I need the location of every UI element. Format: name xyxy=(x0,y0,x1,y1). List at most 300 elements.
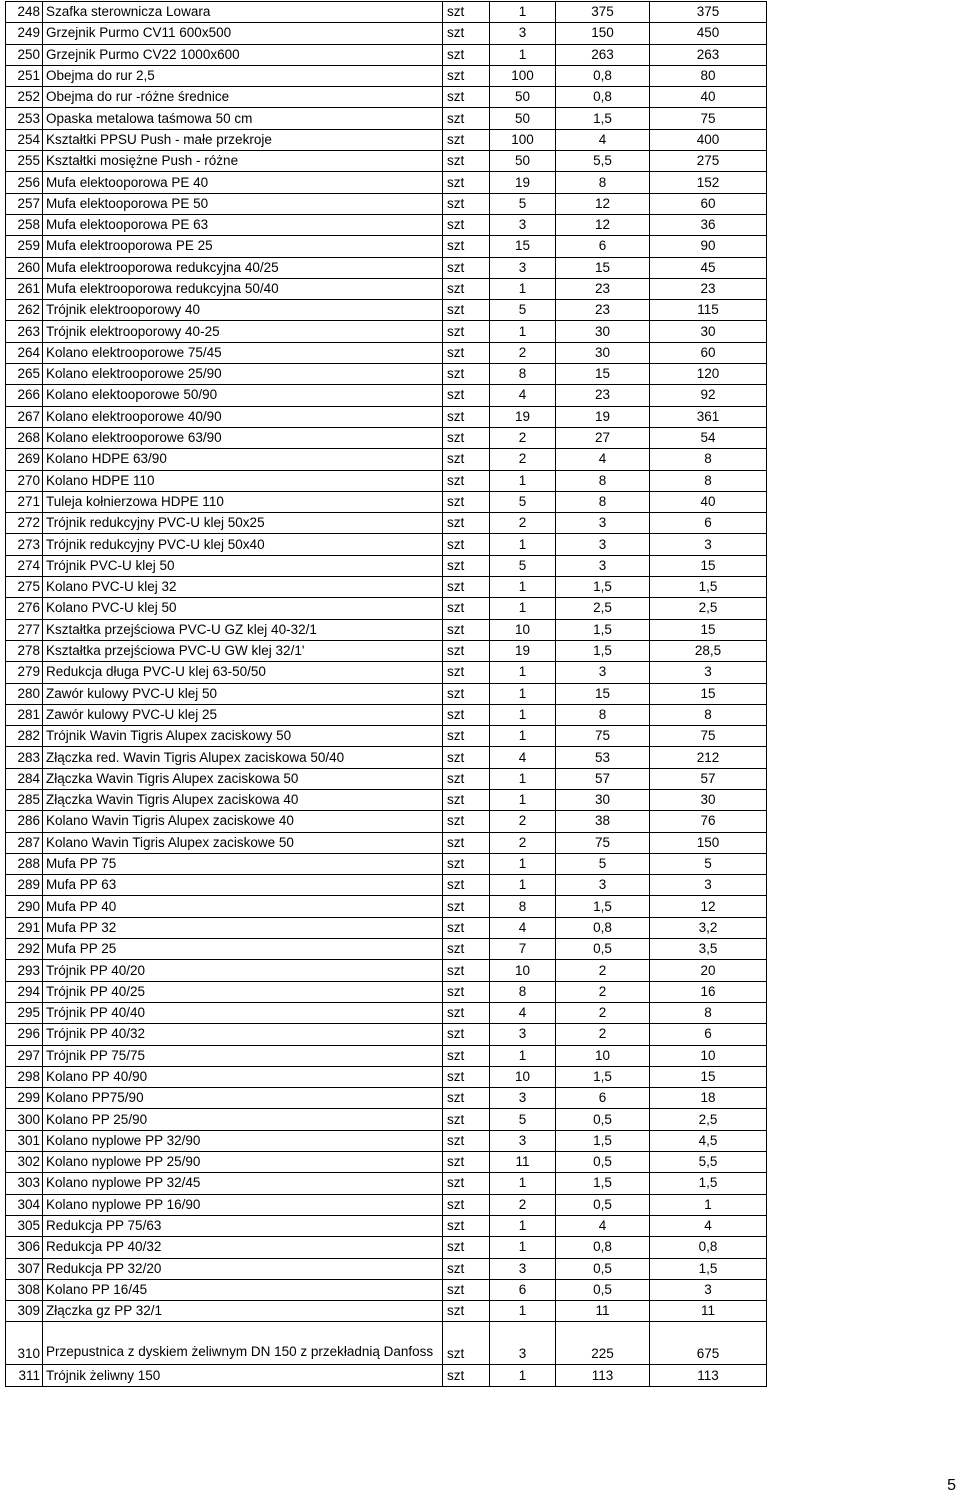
cell-nr: 302 xyxy=(6,1152,43,1173)
cell-price: 1,5 xyxy=(556,896,650,917)
cell-qty: 3 xyxy=(490,1258,556,1279)
cell-qty: 3 xyxy=(490,1024,556,1045)
cell-total: 450 xyxy=(650,23,767,44)
cell-unit: szt xyxy=(443,1322,490,1365)
cell-total: 36 xyxy=(650,214,767,235)
cell-qty: 8 xyxy=(490,896,556,917)
cell-qty: 2 xyxy=(490,427,556,448)
cell-nr: 258 xyxy=(6,214,43,235)
cell-qty: 4 xyxy=(490,385,556,406)
cell-price: 4 xyxy=(556,129,650,150)
table-row xyxy=(6,1258,767,1279)
cell-unit: szt xyxy=(443,172,490,193)
cell-total: 675 xyxy=(650,1322,767,1365)
table-row xyxy=(6,1301,767,1322)
cell-total: 10 xyxy=(650,1045,767,1066)
table-row xyxy=(6,939,767,960)
cell-nr: 254 xyxy=(6,129,43,150)
cell-price: 10 xyxy=(556,1045,650,1066)
cell-price: 30 xyxy=(556,789,650,810)
cell-qty: 2 xyxy=(490,342,556,363)
cell-unit: szt xyxy=(443,832,490,853)
cell-qty: 4 xyxy=(490,1002,556,1023)
cell-unit: szt xyxy=(443,300,490,321)
cell-price: 0,5 xyxy=(556,1279,650,1300)
cell-name: Obejma do rur -różne średnice xyxy=(43,87,443,108)
cell-qty: 1 xyxy=(490,726,556,747)
table-row xyxy=(6,1279,767,1300)
cell-price: 8 xyxy=(556,172,650,193)
table-row xyxy=(6,1088,767,1109)
cell-nr: 309 xyxy=(6,1301,43,1322)
cell-qty: 2 xyxy=(490,513,556,534)
cell-price: 11 xyxy=(556,1301,650,1322)
cell-nr: 266 xyxy=(6,385,43,406)
cell-nr: 267 xyxy=(6,406,43,427)
cell-qty: 1 xyxy=(490,2,556,23)
cell-unit: szt xyxy=(443,598,490,619)
cell-unit: szt xyxy=(443,768,490,789)
cell-price: 0,8 xyxy=(556,87,650,108)
cell-name: Kształtki PPSU Push - małe przekroje xyxy=(43,129,443,150)
cell-nr: 253 xyxy=(6,108,43,129)
table-row xyxy=(6,683,767,704)
cell-nr: 277 xyxy=(6,619,43,640)
cell-price: 4 xyxy=(556,449,650,470)
cell-total: 3 xyxy=(650,875,767,896)
cell-total: 90 xyxy=(650,236,767,257)
cell-price: 1,5 xyxy=(556,640,650,661)
cell-unit: szt xyxy=(443,704,490,725)
cell-price: 23 xyxy=(556,385,650,406)
cell-nr: 250 xyxy=(6,44,43,65)
table-row xyxy=(6,875,767,896)
cell-price: 53 xyxy=(556,747,650,768)
cell-name: Mufa elektrooporowa redukcyjna 40/25 xyxy=(43,257,443,278)
cell-price: 1,5 xyxy=(556,577,650,598)
cell-qty: 1 xyxy=(490,1301,556,1322)
cell-name: Trójnik redukcyjny PVC-U klej 50x25 xyxy=(43,513,443,534)
cell-nr: 269 xyxy=(6,449,43,470)
cell-total: 45 xyxy=(650,257,767,278)
cell-total: 212 xyxy=(650,747,767,768)
table-row xyxy=(6,108,767,129)
cell-unit: szt xyxy=(443,640,490,661)
cell-unit: szt xyxy=(443,44,490,65)
cell-nr: 289 xyxy=(6,875,43,896)
cell-nr: 304 xyxy=(6,1194,43,1215)
table-row xyxy=(6,129,767,150)
cell-total: 263 xyxy=(650,44,767,65)
cell-price: 3 xyxy=(556,534,650,555)
page-number: 5 xyxy=(947,1477,956,1494)
cell-unit: szt xyxy=(443,853,490,874)
cell-nr: 298 xyxy=(6,1066,43,1087)
cell-qty: 1 xyxy=(490,278,556,299)
cell-qty: 10 xyxy=(490,619,556,640)
cell-qty: 19 xyxy=(490,640,556,661)
cell-price: 8 xyxy=(556,491,650,512)
cell-total: 3 xyxy=(650,1279,767,1300)
table-row xyxy=(6,151,767,172)
cell-total: 16 xyxy=(650,981,767,1002)
cell-qty: 1 xyxy=(490,875,556,896)
cell-name: Redukcja PP 75/63 xyxy=(43,1215,443,1236)
cell-nr: 290 xyxy=(6,896,43,917)
cell-price: 1,5 xyxy=(556,1130,650,1151)
cell-unit: szt xyxy=(443,1173,490,1194)
cell-total: 1,5 xyxy=(650,1258,767,1279)
cell-price: 1,5 xyxy=(556,1066,650,1087)
cell-price: 23 xyxy=(556,300,650,321)
cell-qty: 2 xyxy=(490,832,556,853)
cell-price: 75 xyxy=(556,832,650,853)
cell-name: Kolano elektrooporowe 75/45 xyxy=(43,342,443,363)
cell-name: Kolano elektrooporowe 63/90 xyxy=(43,427,443,448)
table-row xyxy=(6,917,767,938)
cell-unit: szt xyxy=(443,981,490,1002)
cell-name: Grzejnik Purmo CV22 1000x600 xyxy=(43,44,443,65)
cell-price: 30 xyxy=(556,321,650,342)
cell-nr: 294 xyxy=(6,981,43,1002)
cell-unit: szt xyxy=(443,257,490,278)
cell-name: Kolano nyplowe PP 25/90 xyxy=(43,1152,443,1173)
cell-name: Mufa elektrooporowa redukcyjna 50/40 xyxy=(43,278,443,299)
cell-name: Mufa elektooporowa PE 40 xyxy=(43,172,443,193)
cell-name: Kolano HDPE 110 xyxy=(43,470,443,491)
cell-total: 3,5 xyxy=(650,939,767,960)
cell-price: 0,8 xyxy=(556,917,650,938)
cell-unit: szt xyxy=(443,1002,490,1023)
cell-name: Kolano PP 16/45 xyxy=(43,1279,443,1300)
cell-nr: 282 xyxy=(6,726,43,747)
table-row xyxy=(6,364,767,385)
cell-nr: 255 xyxy=(6,151,43,172)
cell-total: 60 xyxy=(650,342,767,363)
cell-total: 8 xyxy=(650,470,767,491)
cell-unit: szt xyxy=(443,1258,490,1279)
cell-price: 0,5 xyxy=(556,1258,650,1279)
cell-nr: 262 xyxy=(6,300,43,321)
cell-unit: szt xyxy=(443,321,490,342)
cell-total: 15 xyxy=(650,683,767,704)
cell-qty: 3 xyxy=(490,1088,556,1109)
cell-name: Trójnik Wavin Tigris Alupex zaciskowy 50 xyxy=(43,726,443,747)
cell-nr: 303 xyxy=(6,1173,43,1194)
table-row xyxy=(6,214,767,235)
cell-price: 1,5 xyxy=(556,108,650,129)
cell-unit: szt xyxy=(443,1088,490,1109)
cell-name: Kolano Wavin Tigris Alupex zaciskowe 50 xyxy=(43,832,443,853)
cell-nr: 306 xyxy=(6,1237,43,1258)
table-row xyxy=(6,1365,767,1386)
cell-qty: 10 xyxy=(490,960,556,981)
table-row xyxy=(6,1109,767,1130)
table-row xyxy=(6,1237,767,1258)
cell-price: 5 xyxy=(556,853,650,874)
cell-qty: 1 xyxy=(490,577,556,598)
cell-nr: 278 xyxy=(6,640,43,661)
table-row xyxy=(6,513,767,534)
table-row xyxy=(6,726,767,747)
cell-unit: szt xyxy=(443,1194,490,1215)
cell-name: Kolano PP75/90 xyxy=(43,1088,443,1109)
table-row xyxy=(6,449,767,470)
cell-name: Kształtka przejściowa PVC-U GW klej 32/1ʹ xyxy=(43,640,443,661)
table-row xyxy=(6,44,767,65)
cell-nr: 280 xyxy=(6,683,43,704)
cell-price: 263 xyxy=(556,44,650,65)
cell-qty: 1 xyxy=(490,1045,556,1066)
table-row xyxy=(6,598,767,619)
cell-nr: 265 xyxy=(6,364,43,385)
cell-unit: szt xyxy=(443,214,490,235)
cell-nr: 287 xyxy=(6,832,43,853)
cell-qty: 19 xyxy=(490,172,556,193)
cell-unit: szt xyxy=(443,151,490,172)
cell-name: Trójnik PP 40/20 xyxy=(43,960,443,981)
cell-nr: 259 xyxy=(6,236,43,257)
cell-nr: 256 xyxy=(6,172,43,193)
cell-qty: 50 xyxy=(490,151,556,172)
cell-price: 0,5 xyxy=(556,1109,650,1130)
cell-qty: 11 xyxy=(490,1152,556,1173)
cell-qty: 1 xyxy=(490,768,556,789)
cell-total: 20 xyxy=(650,960,767,981)
cell-name: Kształtki mosiężne Push - różne xyxy=(43,151,443,172)
cell-qty: 1 xyxy=(490,789,556,810)
cell-nr: 263 xyxy=(6,321,43,342)
cell-total: 80 xyxy=(650,65,767,86)
table-row xyxy=(6,640,767,661)
cell-qty: 15 xyxy=(490,236,556,257)
cell-total: 8 xyxy=(650,1002,767,1023)
cell-price: 57 xyxy=(556,768,650,789)
cell-unit: szt xyxy=(443,2,490,23)
cell-total: 75 xyxy=(650,108,767,129)
cell-qty: 1 xyxy=(490,683,556,704)
cell-price: 2 xyxy=(556,1002,650,1023)
cell-unit: szt xyxy=(443,1024,490,1045)
cell-total: 92 xyxy=(650,385,767,406)
cell-unit: szt xyxy=(443,129,490,150)
cell-name: Kolano HDPE 63/90 xyxy=(43,449,443,470)
cell-price: 4 xyxy=(556,1215,650,1236)
cell-price: 27 xyxy=(556,427,650,448)
cell-nr: 276 xyxy=(6,598,43,619)
cell-unit: szt xyxy=(443,470,490,491)
cell-total: 152 xyxy=(650,172,767,193)
cell-qty: 3 xyxy=(490,1130,556,1151)
cell-price: 2 xyxy=(556,960,650,981)
cell-total: 4,5 xyxy=(650,1130,767,1151)
cell-unit: szt xyxy=(443,193,490,214)
cell-price: 1,5 xyxy=(556,1173,650,1194)
table-row xyxy=(6,555,767,576)
cell-nr: 275 xyxy=(6,577,43,598)
cell-nr: 270 xyxy=(6,470,43,491)
cell-nr: 310 xyxy=(6,1322,43,1365)
cell-price: 6 xyxy=(556,1088,650,1109)
cell-total: 30 xyxy=(650,321,767,342)
cell-nr: 308 xyxy=(6,1279,43,1300)
cell-name: Złączka Wavin Tigris Alupex zaciskowa 40 xyxy=(43,789,443,810)
cell-qty: 5 xyxy=(490,491,556,512)
cell-qty: 1 xyxy=(490,1365,556,1386)
cell-price: 1,5 xyxy=(556,619,650,640)
table-row xyxy=(6,747,767,768)
cell-qty: 4 xyxy=(490,917,556,938)
cell-nr: 281 xyxy=(6,704,43,725)
cell-name: Mufa elektooporowa PE 50 xyxy=(43,193,443,214)
cell-price: 3 xyxy=(556,513,650,534)
cell-name: Mufa PP 25 xyxy=(43,939,443,960)
cell-unit: szt xyxy=(443,1215,490,1236)
cell-unit: szt xyxy=(443,1130,490,1151)
cell-nr: 307 xyxy=(6,1258,43,1279)
cell-name: Kolano elektrooporowe 25/90 xyxy=(43,364,443,385)
cell-name: Kolano Wavin Tigris Alupex zaciskowe 40 xyxy=(43,811,443,832)
cell-price: 2 xyxy=(556,981,650,1002)
table-row xyxy=(6,257,767,278)
cell-unit: szt xyxy=(443,1152,490,1173)
cell-name: Zawór kulowy PVC-U klej 50 xyxy=(43,683,443,704)
cell-unit: szt xyxy=(443,427,490,448)
cell-qty: 1 xyxy=(490,662,556,683)
cell-total: 30 xyxy=(650,789,767,810)
cell-total: 3 xyxy=(650,534,767,555)
cell-qty: 1 xyxy=(490,534,556,555)
cell-price: 19 xyxy=(556,406,650,427)
table-row xyxy=(6,1002,767,1023)
items-table-body xyxy=(6,2,767,1387)
cell-name: Mufa PP 63 xyxy=(43,875,443,896)
table-row xyxy=(6,1152,767,1173)
cell-nr: 251 xyxy=(6,65,43,86)
cell-price: 3 xyxy=(556,555,650,576)
cell-qty: 5 xyxy=(490,1109,556,1130)
cell-total: 11 xyxy=(650,1301,767,1322)
cell-price: 3 xyxy=(556,875,650,896)
table-row xyxy=(6,1194,767,1215)
cell-unit: szt xyxy=(443,726,490,747)
cell-total: 5,5 xyxy=(650,1152,767,1173)
cell-total: 8 xyxy=(650,449,767,470)
cell-unit: szt xyxy=(443,1066,490,1087)
cell-nr: 272 xyxy=(6,513,43,534)
cell-total: 28,5 xyxy=(650,640,767,661)
cell-price: 75 xyxy=(556,726,650,747)
cell-unit: szt xyxy=(443,236,490,257)
cell-qty: 1 xyxy=(490,1215,556,1236)
cell-name: Złączka gz PP 32/1 xyxy=(43,1301,443,1322)
table-row xyxy=(6,321,767,342)
cell-qty: 2 xyxy=(490,449,556,470)
table-row xyxy=(6,342,767,363)
cell-total: 15 xyxy=(650,619,767,640)
table-row xyxy=(6,896,767,917)
cell-name: Kolano nyplowe PP 32/45 xyxy=(43,1173,443,1194)
cell-price: 8 xyxy=(556,470,650,491)
cell-name: Trójnik elektrooporowy 40-25 xyxy=(43,321,443,342)
cell-total: 23 xyxy=(650,278,767,299)
cell-total: 275 xyxy=(650,151,767,172)
table-row xyxy=(6,65,767,86)
table-row xyxy=(6,832,767,853)
cell-total: 400 xyxy=(650,129,767,150)
cell-unit: szt xyxy=(443,1109,490,1130)
table-row xyxy=(6,1322,767,1365)
cell-qty: 1 xyxy=(490,598,556,619)
cell-nr: 292 xyxy=(6,939,43,960)
cell-name: Redukcja długa PVC-U klej 63-50/50 xyxy=(43,662,443,683)
table-row xyxy=(6,619,767,640)
cell-qty: 50 xyxy=(490,108,556,129)
cell-name: Przepustnica z dyskiem żeliwnym DN 150 z przekładnią Danfoss xyxy=(43,1322,443,1365)
cell-name: Opaska metalowa taśmowa 50 cm xyxy=(43,108,443,129)
table-row xyxy=(6,385,767,406)
cell-unit: szt xyxy=(443,747,490,768)
cell-price: 15 xyxy=(556,257,650,278)
table-row xyxy=(6,704,767,725)
cell-total: 57 xyxy=(650,768,767,789)
table-row xyxy=(6,960,767,981)
table-row xyxy=(6,789,767,810)
cell-name: Złączka Wavin Tigris Alupex zaciskowa 50 xyxy=(43,768,443,789)
cell-unit: szt xyxy=(443,449,490,470)
cell-total: 361 xyxy=(650,406,767,427)
cell-qty: 6 xyxy=(490,1279,556,1300)
cell-nr: 301 xyxy=(6,1130,43,1151)
cell-nr: 248 xyxy=(6,2,43,23)
cell-name: Trójnik elektrooporowy 40 xyxy=(43,300,443,321)
cell-nr: 279 xyxy=(6,662,43,683)
cell-name: Grzejnik Purmo CV11 600x500 xyxy=(43,23,443,44)
cell-nr: 273 xyxy=(6,534,43,555)
cell-qty: 8 xyxy=(490,981,556,1002)
table-row xyxy=(6,87,767,108)
cell-total: 6 xyxy=(650,513,767,534)
cell-price: 38 xyxy=(556,811,650,832)
cell-nr: 296 xyxy=(6,1024,43,1045)
cell-total: 75 xyxy=(650,726,767,747)
cell-unit: szt xyxy=(443,364,490,385)
cell-price: 12 xyxy=(556,193,650,214)
table-row xyxy=(6,406,767,427)
cell-nr: 300 xyxy=(6,1109,43,1130)
cell-name: Trójnik PP 40/25 xyxy=(43,981,443,1002)
cell-qty: 100 xyxy=(490,65,556,86)
cell-unit: szt xyxy=(443,23,490,44)
cell-name: Zawór kulowy PVC-U klej 25 xyxy=(43,704,443,725)
cell-qty: 1 xyxy=(490,470,556,491)
cell-nr: 261 xyxy=(6,278,43,299)
cell-qty: 3 xyxy=(490,23,556,44)
cell-qty: 1 xyxy=(490,1237,556,1258)
cell-name: Kolano nyplowe PP 16/90 xyxy=(43,1194,443,1215)
cell-name: Kolano PVC-U klej 50 xyxy=(43,598,443,619)
cell-unit: szt xyxy=(443,577,490,598)
table-row xyxy=(6,300,767,321)
cell-name: Kolano elektooporowe 50/90 xyxy=(43,385,443,406)
cell-total: 15 xyxy=(650,1066,767,1087)
table-row xyxy=(6,1215,767,1236)
table-row xyxy=(6,236,767,257)
cell-qty: 19 xyxy=(490,406,556,427)
cell-price: 12 xyxy=(556,214,650,235)
table-row xyxy=(6,768,767,789)
items-table xyxy=(5,1,767,1387)
